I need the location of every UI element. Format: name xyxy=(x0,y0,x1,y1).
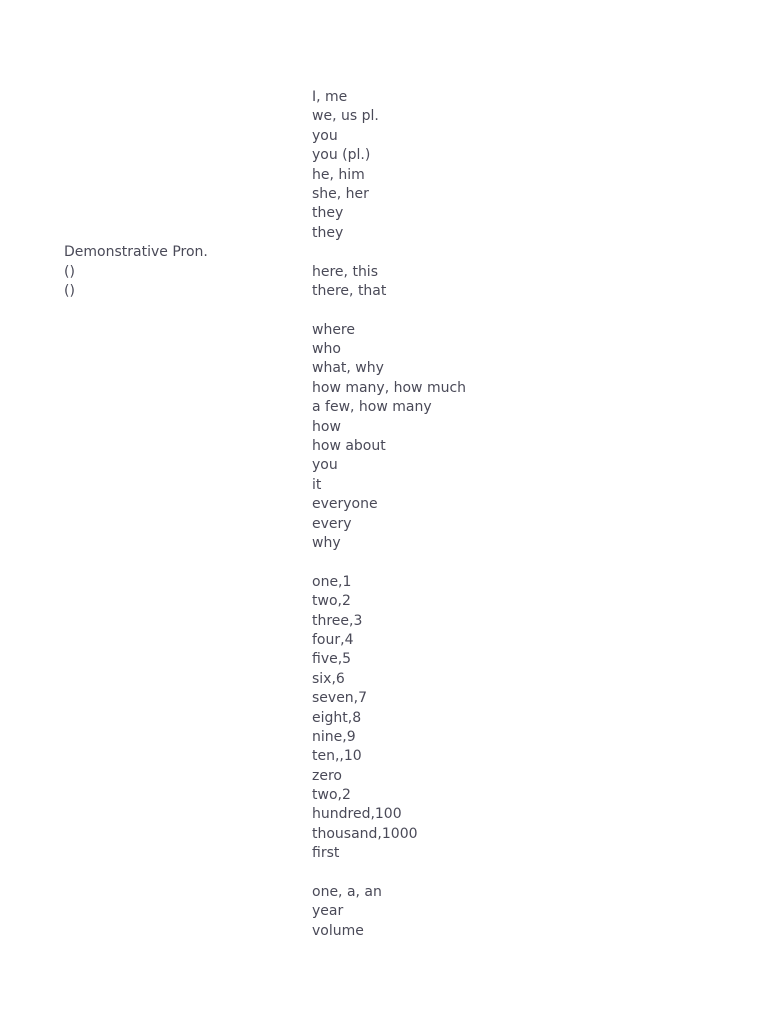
vocab-row xyxy=(0,204,768,223)
english-meaning: year xyxy=(312,903,344,920)
english-meaning: she, her xyxy=(312,185,369,202)
vocab-row xyxy=(0,650,768,669)
vocab-row xyxy=(0,825,768,844)
english-meaning: it xyxy=(312,476,322,493)
english-meaning: ten,,10 xyxy=(312,748,362,765)
english-meaning: hundred,100 xyxy=(312,806,402,823)
vocab-row xyxy=(0,146,768,165)
vocab-row xyxy=(0,379,768,398)
english-meaning: why xyxy=(312,534,341,551)
english-meaning: I, me xyxy=(312,89,348,105)
vocab-row xyxy=(0,747,768,766)
blank-line xyxy=(0,553,768,572)
vocab-row xyxy=(0,883,768,902)
vocab-row xyxy=(0,670,768,689)
english-meaning: first xyxy=(312,845,340,862)
vocab-row xyxy=(0,321,768,340)
english-meaning: four,4 xyxy=(312,631,354,648)
vocabulary-list xyxy=(0,88,768,941)
vocab-row xyxy=(0,359,768,378)
blank-line xyxy=(0,301,768,320)
vocab-row xyxy=(0,476,768,495)
english-meaning: a few, how many xyxy=(312,399,432,416)
english-meaning: two,2 xyxy=(312,787,351,804)
english-meaning: five,5 xyxy=(312,651,352,668)
english-meaning: eight,8 xyxy=(312,709,362,726)
vocab-row xyxy=(0,767,768,786)
vocab-row xyxy=(0,495,768,514)
vocab-row xyxy=(0,88,768,107)
english-meaning: one, a, an xyxy=(312,884,382,901)
english-meaning: where xyxy=(312,321,355,338)
vocab-row xyxy=(0,185,768,204)
english-meaning: three,3 xyxy=(312,612,363,629)
english-meaning: we, us pl. xyxy=(312,108,379,125)
vocab-row xyxy=(0,922,768,941)
english-meaning: one,1 xyxy=(312,573,352,590)
english-meaning: you (pl.) xyxy=(312,147,371,164)
vocab-row xyxy=(0,263,768,282)
english-meaning: he, him xyxy=(312,166,365,183)
english-meaning: zero xyxy=(312,767,342,784)
vocab-row xyxy=(0,437,768,456)
english-meaning: how about xyxy=(312,438,386,455)
vocab-row xyxy=(0,573,768,592)
vocab-row xyxy=(0,515,768,534)
vocab-row xyxy=(0,534,768,553)
vocab-row xyxy=(0,107,768,126)
english-meaning: you xyxy=(312,127,338,144)
english-meaning: they xyxy=(312,205,344,222)
english-meaning: here, this xyxy=(312,263,378,280)
english-meaning: there, that xyxy=(312,282,387,299)
vocab-row xyxy=(0,592,768,611)
vocab-row xyxy=(0,340,768,359)
english-meaning: who xyxy=(312,341,341,358)
english-meaning: seven,7 xyxy=(312,690,368,707)
vocab-row xyxy=(0,282,768,301)
vocab-row xyxy=(0,224,768,243)
english-meaning: every xyxy=(312,515,352,532)
vocab-row xyxy=(0,786,768,805)
vocab-row xyxy=(0,418,768,437)
english-meaning: how xyxy=(312,418,341,435)
vocab-row xyxy=(0,902,768,921)
english-meaning: you xyxy=(312,457,338,474)
vocab-row xyxy=(0,398,768,417)
chinese-term: () xyxy=(64,263,75,280)
vocab-row xyxy=(0,166,768,185)
section-heading-row xyxy=(0,243,768,262)
english-meaning: nine,9 xyxy=(312,728,356,745)
english-meaning: six,6 xyxy=(312,670,345,687)
vocab-row xyxy=(0,805,768,824)
vocab-row xyxy=(0,456,768,475)
vocab-row xyxy=(0,709,768,728)
english-meaning: two,2 xyxy=(312,593,351,610)
vocab-row xyxy=(0,631,768,650)
vocab-row xyxy=(0,127,768,146)
english-meaning: thousand,1000 xyxy=(312,825,418,842)
vocab-row xyxy=(0,612,768,631)
english-meaning: everyone xyxy=(312,496,378,513)
vocab-row xyxy=(0,689,768,708)
chinese-term: () xyxy=(64,282,75,299)
english-meaning: volume xyxy=(312,922,364,939)
blank-line xyxy=(0,864,768,883)
english-meaning: how many, how much xyxy=(312,379,467,396)
section-heading: Demonstrative Pron. xyxy=(64,244,208,261)
vocab-row xyxy=(0,844,768,863)
english-meaning: what, why xyxy=(312,360,384,377)
english-meaning: they xyxy=(312,224,344,241)
vocab-row xyxy=(0,728,768,747)
